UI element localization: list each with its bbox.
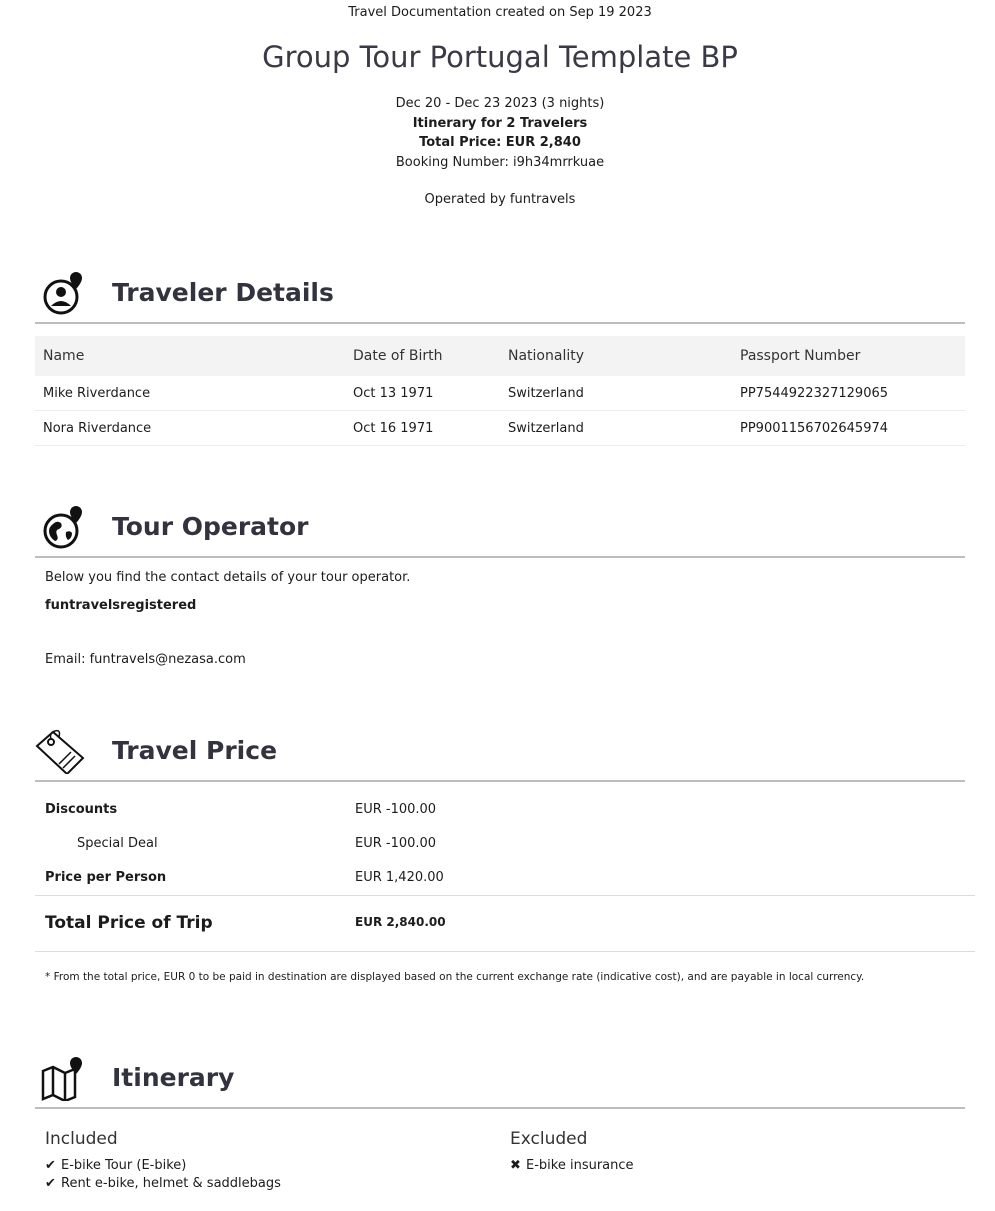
price-note: * From the total price, EUR 0 to be paid in destination are displayed based on the current exchange rate (indicative cost), and are payable in local currency. bbox=[45, 971, 865, 983]
operator-email: Email: funtravels@nezasa.com bbox=[45, 652, 246, 667]
list-item bbox=[45, 1158, 186, 1173]
check-icon: ✔ bbox=[45, 1176, 56, 1191]
operated-by: Operated by funtravels bbox=[424, 192, 576, 207]
traveler-passport: PP7544922327129065 bbox=[732, 376, 965, 411]
tour-operator-title: Tour Operator bbox=[112, 512, 309, 541]
col-name: Name bbox=[35, 336, 345, 376]
traveler-nationality: Switzerland bbox=[500, 376, 732, 411]
total-price-value: EUR 2,840.00 bbox=[355, 915, 446, 929]
price-per-person-label: Price per Person bbox=[45, 870, 167, 885]
table-header-row bbox=[35, 336, 965, 376]
excluded-title: Excluded bbox=[510, 1129, 588, 1149]
price-per-person-value: EUR 1,420.00 bbox=[355, 870, 444, 885]
list-item bbox=[45, 1176, 281, 1191]
itinerary-title: Itinerary bbox=[112, 1063, 235, 1092]
traveler-dob: Oct 16 1971 bbox=[345, 411, 500, 446]
discounts-value: EUR -100.00 bbox=[355, 802, 437, 817]
trip-summary bbox=[0, 94, 995, 172]
traveler-passport: PP9001156702645974 bbox=[732, 411, 965, 446]
page-title: Group Tour Portugal Template BP bbox=[262, 40, 738, 74]
included-item: E-bike Tour (E-bike) bbox=[61, 1158, 187, 1173]
price-tag-icon bbox=[35, 728, 85, 774]
divider bbox=[35, 951, 975, 952]
table-row bbox=[35, 411, 965, 446]
table-row bbox=[35, 376, 965, 411]
included-item: Rent e-bike, helmet & saddlebags bbox=[61, 1176, 281, 1191]
traveler-name: Nora Riverdance bbox=[35, 411, 345, 446]
col-nationality: Nationality bbox=[500, 336, 732, 376]
map-pin-icon bbox=[39, 1055, 89, 1101]
travel-price-title: Travel Price bbox=[112, 736, 278, 765]
discounts-label: Discounts bbox=[45, 802, 118, 817]
traveler-name: Mike Riverdance bbox=[35, 376, 345, 411]
divider bbox=[35, 895, 975, 896]
total-price-label: Total Price of Trip bbox=[45, 913, 213, 933]
included-title: Included bbox=[45, 1129, 118, 1149]
excluded-item: E-bike insurance bbox=[526, 1158, 634, 1173]
col-passport: Passport Number bbox=[732, 336, 965, 376]
special-deal-label: Special Deal bbox=[77, 836, 158, 851]
traveler-details-header bbox=[35, 270, 965, 324]
check-icon: ✔ bbox=[45, 1158, 56, 1173]
itinerary-header bbox=[35, 1055, 965, 1109]
traveler-table bbox=[35, 336, 965, 446]
travel-price-header bbox=[35, 728, 965, 782]
operator-intro: Below you find the contact details of your tour operator. bbox=[45, 570, 411, 585]
trip-dates: Dec 20 - Dec 23 2023 (3 nights) bbox=[395, 96, 605, 111]
tour-operator-header bbox=[35, 504, 965, 558]
operator-name: funtravelsregistered bbox=[45, 598, 197, 613]
traveler-details-title: Traveler Details bbox=[112, 278, 334, 307]
cross-icon: ✖ bbox=[510, 1158, 521, 1173]
traveler-nationality: Switzerland bbox=[500, 411, 732, 446]
list-item bbox=[510, 1158, 634, 1173]
booking-number: Booking Number: i9h34mrrkuae bbox=[395, 154, 605, 170]
itinerary-for: Itinerary for 2 Travelers bbox=[412, 115, 588, 131]
total-price-summary: Total Price: EUR 2,840 bbox=[419, 135, 581, 150]
globe-pin-icon bbox=[39, 504, 89, 550]
created-date: Travel Documentation created on Sep 19 2023 bbox=[348, 5, 652, 20]
col-dob: Date of Birth bbox=[345, 336, 500, 376]
special-deal-value: EUR -100.00 bbox=[355, 836, 437, 851]
traveler-pin-icon bbox=[39, 270, 89, 316]
traveler-dob: Oct 13 1971 bbox=[345, 376, 500, 411]
